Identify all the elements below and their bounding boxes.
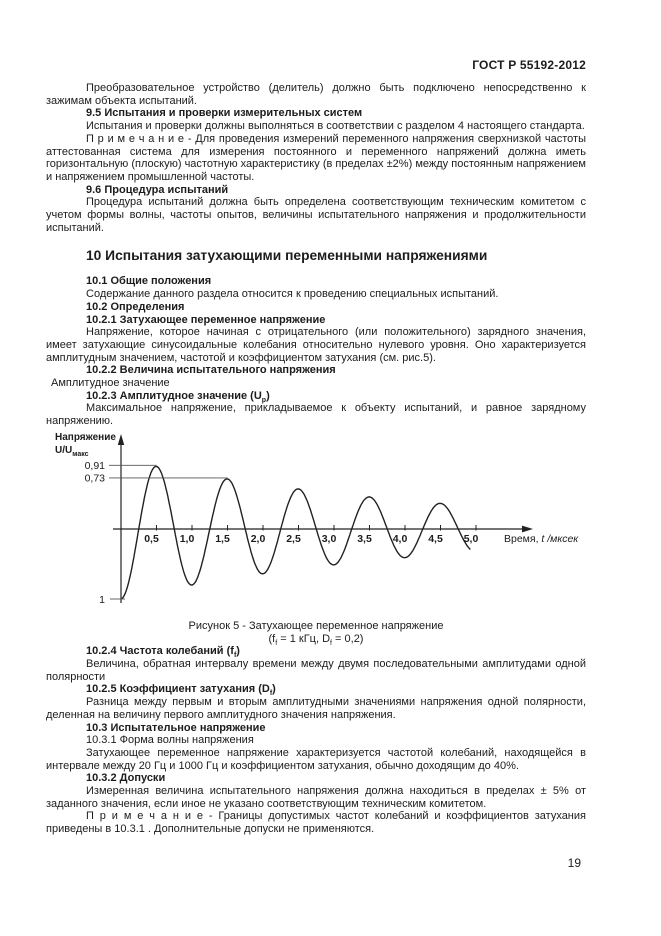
heading-section-10: 10 Испытания затухающими переменными напряжениями <box>86 248 488 264</box>
paragraph-10-2-3: Максимальное напряжение, прикладываемое к объекту испытаний, и равное зарядному напряжению. <box>46 402 586 428</box>
paragraph-10-1: Содержание данного раздела относится к проведению специальных испытаний. <box>86 288 499 301</box>
figure-caption-params: ($f_f = 1$ кГц, $D_f = 0,2$) <box>268 632 364 647</box>
paragraph-10-2-5: Разница между первым и вторым амплитудными значениями напряжения одной полярности, деленная на величину первого амплитудного значения напряжения. <box>46 696 586 721</box>
standard-code: ГОСТ Р 55192-2012 <box>472 58 586 72</box>
heading-9-5: 9.5 Испытания и проверки измерительных систем <box>86 107 363 120</box>
x-tick-label: 4,5 <box>428 532 443 545</box>
x-axis-title: Время, t /мксек <box>504 532 579 545</box>
heading-10-1: 10.1 Общие положения <box>86 275 212 288</box>
heading-10-2-2: 10.2.2 Величина испытательного напряжения <box>86 364 336 377</box>
reference-label: 0,73 <box>84 472 105 485</box>
x-tick-label: 3,5 <box>357 532 372 545</box>
x-axis-arrow-icon <box>522 525 533 532</box>
note-10-3-2: П р и м е ч а н и е - Границы допустимых частот колебаний и коэффициентов затухания приведены в 10.3.1 . Дополнительные допуски не применяются. <box>46 810 586 836</box>
paragraph-10-2-2: Амплитудное значение <box>51 377 170 390</box>
heading-10-3: 10.3 Испытательное напряжение <box>86 721 266 734</box>
x-tick-label: 1,5 <box>215 532 230 545</box>
x-tick-label: 3,0 <box>321 532 337 545</box>
heading-10-3-1: 10.3.1 Форма волны напряжения <box>86 734 254 747</box>
paragraph-divider-device: Преобразовательное устройство (делитель) должно быть подключено непосредственно к зажимам объекта испытаний. <box>46 82 586 107</box>
paragraph-9-5: Испытания и проверки должны выполняться в соответствии с разделом 4 настоящего стандарта. <box>86 120 585 133</box>
x-tick-label: 2,0 <box>250 532 266 545</box>
figure-5-damped-voltage-chart <box>46 431 586 619</box>
paragraph-10-2-4: Величина, обратная интервалу времени между двумя последовательными амплитудами одной полярности <box>46 657 586 683</box>
y-axis-title: Напряжение $U/U_{макс}$ <box>55 431 116 458</box>
heading-10-2: 10.2 Определения <box>86 300 185 313</box>
heading-9-6: 9.6 Процедура испытаний <box>86 183 229 196</box>
x-tick-label: 4,0 <box>392 532 408 545</box>
page-content <box>46 82 586 836</box>
heading-10-3-2: 10.3.2 Допуски <box>86 772 166 785</box>
heading-10-2-5: 10.2.5 Коэффициент затухания $(D_f)$ <box>86 683 276 698</box>
x-tick-label: 5,0 <box>463 532 479 545</box>
reference-label: 0,91 <box>84 459 105 472</box>
paragraph-9-6: Процедура испытаний должна быть определена соответствующим техническим комитетом с учетом формы волны, частоты опытов, величины испытательного напряжения и продолжительности испытаний. <box>46 196 586 234</box>
waveform-plot <box>46 431 591 619</box>
heading-10-2-1: 10.2.1 Затухающее переменное напряжение <box>86 313 326 326</box>
paragraph-10-2-1: Напряжение, которое начиная с отрицательного (или положительного) зарядного значения, имеет затухающие синусоидальные колебания относительно нулевого уровня. Оно характеризуется амплитудным значением, частотой и коэффициентом затухания (см. рис.5). <box>46 326 586 364</box>
axis-ticks <box>144 525 478 545</box>
y-axis-arrow-icon <box>118 434 124 445</box>
x-tick-label: 2,5 <box>286 532 301 545</box>
x-tick-label: 1,0 <box>179 532 195 545</box>
heading-10-2-3: 10.2.3 Амплитудное значение $(U_р)$ <box>86 389 270 404</box>
figure-caption: Рисунок 5 - Затухающее переменное напряжение <box>188 619 444 632</box>
paragraph-10-3-2: Измеренная величина испытательного напряжения должна находиться в пределах ± 5% от заданного значения, если иное не указано соответствующим техническим комитетом. <box>46 785 586 810</box>
start-label: 1 <box>99 593 105 606</box>
note-9-5: П р и м е ч а н и е - Для проведения измерений переменного напряжения сверхнизкой частоты аттестованная система для измерения постоянного и переменного напряжений должна иметь горизонтальную (плоскую) частотную характеристику (в пределах ±2%) между постоянным напряжением и напряжением промышленной частоты. <box>46 132 586 183</box>
paragraph-10-3-1: Затухающее переменное напряжение характеризуется частотой колебаний, находящейся в интервале между 20 Гц и 1000 Гц и коэффициентом затухания, обычно доходящим до 40%. <box>46 746 586 772</box>
x-tick-label: 0,5 <box>144 532 159 545</box>
heading-10-2-4: 10.2.4 Частота колебаний $(f_f)$ <box>86 645 240 660</box>
page-number: 19 <box>567 856 581 870</box>
